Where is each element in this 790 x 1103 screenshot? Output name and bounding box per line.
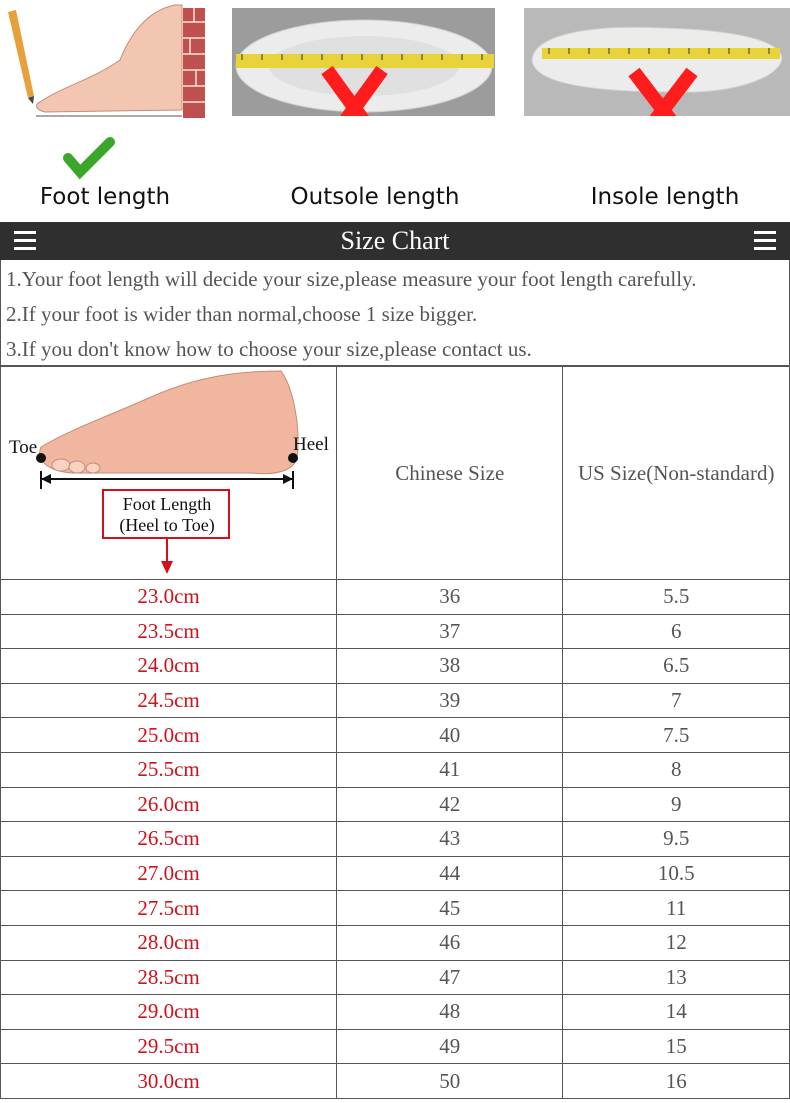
table-row <box>1 995 790 1030</box>
caption-outsole-length: Outsole length <box>290 184 460 210</box>
heel-to-toe-label: (Heel to Toe) <box>119 515 215 535</box>
chinese-size-cell: 50 <box>337 1064 563 1099</box>
foot-length-cell: 26.5cm <box>1 822 337 857</box>
note-2: 2.If your foot is wider than normal,choose 1 size bigger. <box>6 302 478 326</box>
us-size-cell: 12 <box>563 925 790 960</box>
us-size-cell: 6 <box>563 614 790 649</box>
size-table <box>0 366 790 1099</box>
chinese-size-cell: 48 <box>337 995 563 1030</box>
table-row <box>1 925 790 960</box>
chinese-size-cell: 44 <box>337 856 563 891</box>
chinese-size-cell: 49 <box>337 1029 563 1064</box>
chinese-size-cell: 46 <box>337 925 563 960</box>
header-chinese-size: Chinese Size <box>337 367 563 580</box>
chinese-size-cell: 40 <box>337 718 563 753</box>
chinese-size-cell: 36 <box>337 580 563 615</box>
foot-length-cell: 24.0cm <box>1 649 337 684</box>
table-row <box>1 752 790 787</box>
menu-icon <box>14 231 36 251</box>
table-row <box>1 891 790 926</box>
caption-foot-length: Foot length <box>39 184 171 210</box>
foot-length-cell: 29.5cm <box>1 1029 337 1064</box>
measure-guide <box>0 0 790 222</box>
chinese-size-cell: 39 <box>337 683 563 718</box>
foot-length-cell: 28.5cm <box>1 960 337 995</box>
foot-length-cell: 24.5cm <box>1 683 337 718</box>
chinese-size-cell: 47 <box>337 960 563 995</box>
chinese-size-cell: 45 <box>337 891 563 926</box>
foot-length-label: Foot Length <box>122 494 212 514</box>
note-1: 1.Your foot length will decide your size,please measure your foot length carefully. <box>6 267 697 291</box>
table-row <box>1 787 790 822</box>
size-notes <box>0 260 790 366</box>
note-3: 3.If you don't know how to choose your size,please contact us. <box>6 337 532 361</box>
us-size-cell: 14 <box>563 995 790 1030</box>
chinese-size-cell: 37 <box>337 614 563 649</box>
foot-length-cell: 26.0cm <box>1 787 337 822</box>
check-icon <box>68 142 110 172</box>
us-size-cell: 9 <box>563 787 790 822</box>
toe-label: Toe <box>9 437 38 458</box>
foot-length-cell: 25.0cm <box>1 718 337 753</box>
foot-length-cell: 27.5cm <box>1 891 337 926</box>
foot-diagram <box>1 367 335 577</box>
foot-length-cell: 30.0cm <box>1 1064 337 1099</box>
table-row <box>1 718 790 753</box>
us-size-cell: 7 <box>563 683 790 718</box>
outsole-length-photo <box>232 8 495 116</box>
us-size-cell: 7.5 <box>563 718 790 753</box>
chinese-size-cell: 38 <box>337 649 563 684</box>
arrow-down-icon <box>161 561 173 574</box>
header-us-size: US Size(Non-standard) <box>563 367 790 580</box>
foot-length-cell: 25.5cm <box>1 752 337 787</box>
foot-length-cell: 27.0cm <box>1 856 337 891</box>
table-row <box>1 1064 790 1099</box>
table-row <box>1 614 790 649</box>
caption-insole-length: Insole length <box>590 184 740 210</box>
us-size-cell: 16 <box>563 1064 790 1099</box>
table-row <box>1 822 790 857</box>
foot-length-cell: 23.0cm <box>1 580 337 615</box>
chinese-size-cell: 41 <box>337 752 563 787</box>
table-row <box>1 683 790 718</box>
insole-length-photo <box>524 8 790 116</box>
size-chart-title: Size Chart <box>340 226 450 255</box>
foot-length-photo <box>0 0 215 180</box>
table-row <box>1 960 790 995</box>
foot-length-cell: 23.5cm <box>1 614 337 649</box>
heel-label: Heel <box>293 434 329 455</box>
us-size-cell: 15 <box>563 1029 790 1064</box>
table-row <box>1 856 790 891</box>
foot-length-diagram-cell <box>1 367 337 580</box>
us-size-cell: 13 <box>563 960 790 995</box>
us-size-cell: 10.5 <box>563 856 790 891</box>
menu-icon <box>754 231 776 251</box>
us-size-cell: 11 <box>563 891 790 926</box>
chinese-size-cell: 43 <box>337 822 563 857</box>
us-size-cell: 6.5 <box>563 649 790 684</box>
table-header-row <box>1 367 790 580</box>
table-row <box>1 1029 790 1064</box>
table-row <box>1 580 790 615</box>
us-size-cell: 8 <box>563 752 790 787</box>
us-size-cell: 9.5 <box>563 822 790 857</box>
table-row <box>1 649 790 684</box>
chinese-size-cell: 42 <box>337 787 563 822</box>
foot-length-cell: 28.0cm <box>1 925 337 960</box>
foot-length-cell: 29.0cm <box>1 995 337 1030</box>
size-chart-title-bar <box>0 222 790 260</box>
us-size-cell: 5.5 <box>563 580 790 615</box>
